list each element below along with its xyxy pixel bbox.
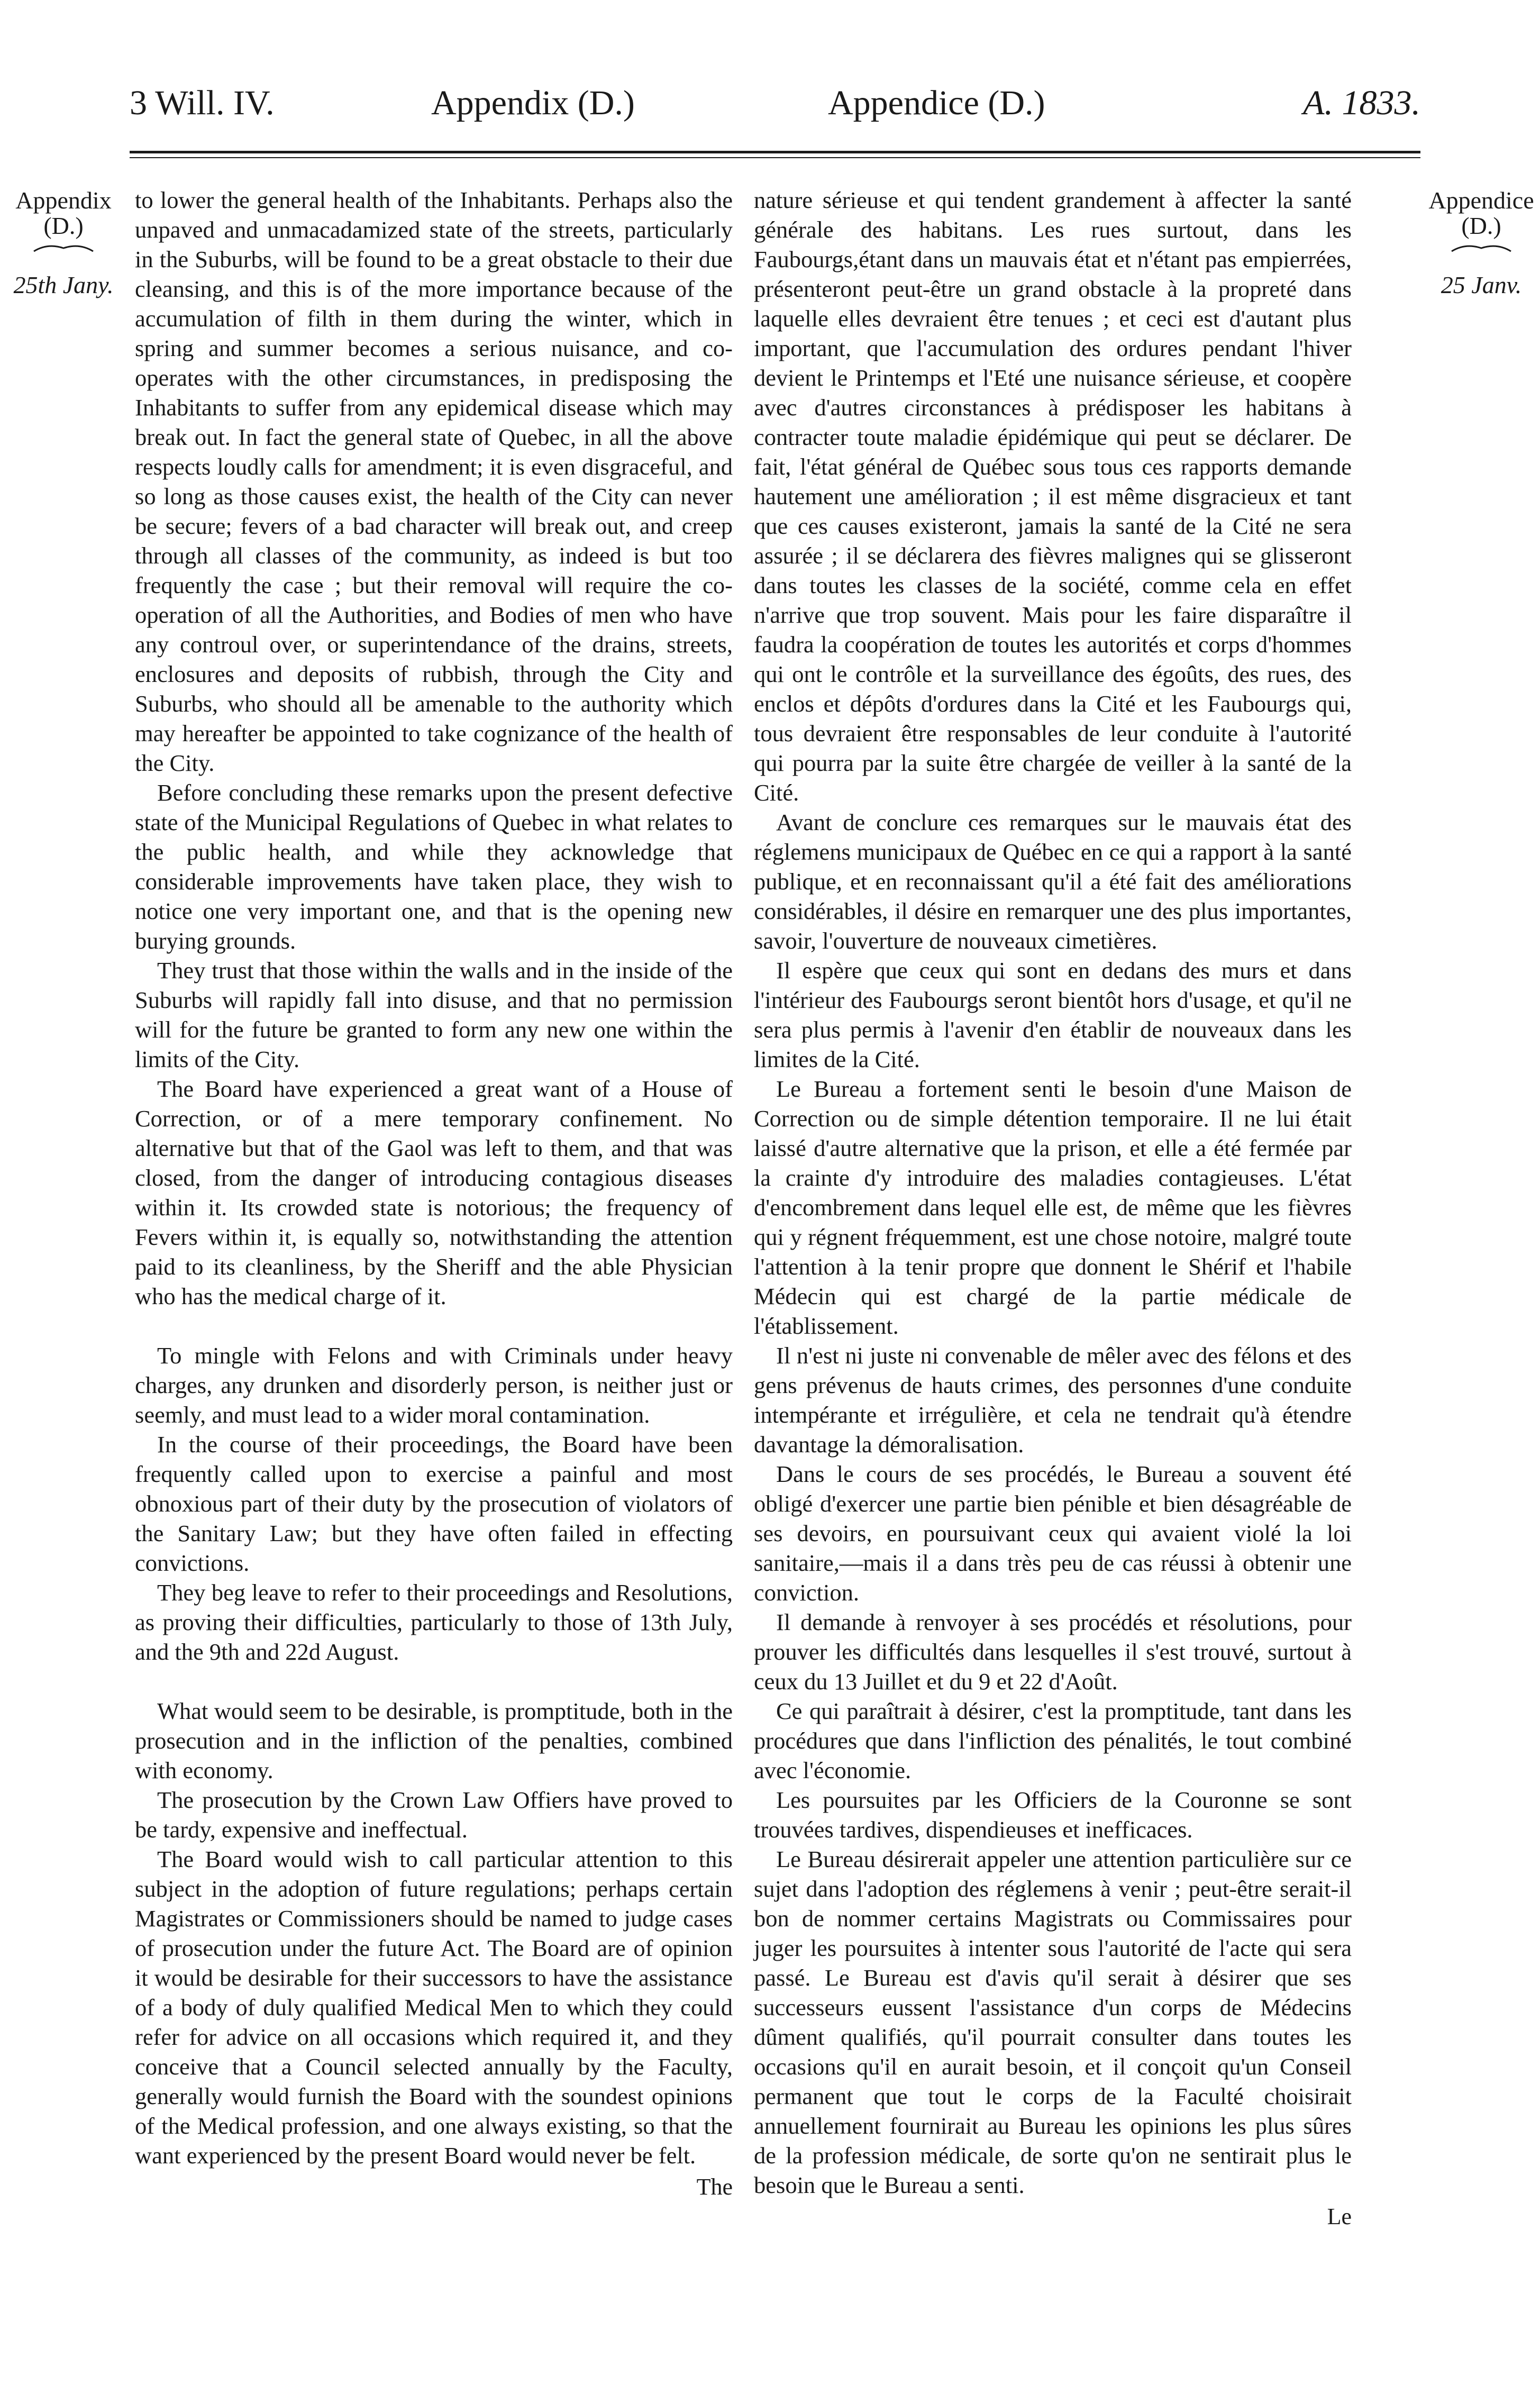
english-paragraph: What would seem to be desirable, is promptitude, both in the prosecution and in the infliction of the penalties, combined with economy.	[135, 1698, 733, 1783]
header-appendix-english: Appendix (D.)	[431, 84, 635, 122]
english-paragraph: to lower the general health of the Inhabitants. Perhaps also the unpaved and unmacadamized state of the streets, particularly in the Suburbs, will be found to be a great obstacle to their due cleansing, and this is of the more importance because of the accumulation of filth in them during the winter, which in spring and summer becomes a serious nuisance, and co-operates with the other circumstances, in predisposing the Inhabitants to suffer from any epidemical disease which may break out. In fact the general state of Quebec, in all the above respects loudly calls for amendment; it is even disgraceful, and so long as those causes exist, the health of the City can never be secure; fevers of a bad character will break out, and creep through all classes of the community, as indeed is but too frequently the case ; but their removal will require the co-operation of all the Authorities, and Bodies of men who have any controul over, or superintendance of the drains, streets, enclosures and deposits of rubbish, through the City and Suburbs, who should all be amenable to the authority which may hereafter be appointed to take cognizance of the health of the City.	[135, 187, 733, 776]
margin-note-right	[1428, 188, 1534, 298]
english-paragraph: The Board would wish to call particular attention to this subject in the adoption of future regulations; perhaps certain Magistrates or Commissioners should be named to judge cases of prosecution under the future Act. The Board are of opinion it would be desirable for their successors to have the assistance of a body of duly qualified Medical Men to which they could refer for advice on all occasions which required it, and they conceive that a Council selected annually by the Faculty, generally would furnish the Board with the soundest opinions of the Medical profession, and one always existing, so that the want experienced by the present Board would never be felt.	[135, 1846, 733, 2169]
french-paragraph: Le Bureau désirerait appeler une attention particulière sur ce sujet dans l'adoption des réglemens à venir ; peut-être serait-il bon de nommer certains Magistrats ou Commissaires pour juger les poursuites à intenter sous l'autorité de l'acte qui sera passé. Le Bureau est d'avis qu'il serait à désirer que ses successeurs eussent l'assistance d'un corps de Médecins dûment qualifiés, qu'il pourrait consulter dans toutes les occasions qu'il en aurait besoin, et il conçoit qu'un Conseil permanent que tout le corps de la Faculté choisirait annuellement fournirait au Bureau les opinions les plus sûres de la profession médicale, de sorte qu'on ne sentirait plus le besoin que le Bureau a senti.	[754, 1846, 1352, 2198]
french-paragraph: Il espère que ceux qui sont en dedans des murs et dans l'intérieur des Faubourgs seront bientôt hors d'usage, et qu'il ne sera plus permis à l'avenir d'en établir de nouveaux dans les limites de la Cité.	[754, 957, 1352, 1072]
catchword-french: Le	[1327, 2204, 1352, 2229]
english-paragraph: They trust that those within the walls and in the inside of the Suburbs will rapidly fall into disuse, and that no permission will for the future be granted to form any new one within the limits of the City.	[135, 957, 733, 1072]
french-paragraph: Le Bureau a fortement senti le besoin d'une Maison de Correction ou de simple détention temporaire. Il ne lui était laissé d'autre alternative que la prison, et elle a été fermée par la crainte d'y introduire des maladies contagieuses. L'état d'encombrement dans lequel elle est, de même que les fièvres qui y régnent fréquemment, est une chose notoire, malgré toute l'attention à la tenir propre que donnent le Shérif et l'habile Médecin qui est chargé de la partie médicale de l'établissement.	[754, 1076, 1352, 1339]
header-appendix-french: Appendice (D.)	[828, 84, 1045, 122]
french-paragraph: nature sérieuse et qui tendent grandement à affecter la santé générale des habitans. Les rues surtout, dans les Faubourgs,étant dans un mauvais état et n'étant pas empierrées, présenteront peut-être un grand obstacle à la propreté dans laquelle elles devraient être tenues ; et ceci est d'autant plus important, que l'accumulation des ordures pendant l'hiver devient le Printemps et l'Eté une nuisance sérieuse, et coopère avec d'autres circonstances à prédisposer les habitans à contracter toute maladie épidémique qui peut se déclarer. De fait, l'état général de Québec sous tous ces rapports demande hautement une amélioration ; il est même disgracieux et tant que ces causes existeront, jamais la santé de la Cité ne sera assurée ; il se déclarera des fièvres malignes qui se glisseront dans toutes les classes de la société, comme cela en effet n'arrive que trop souvent. Mais pour les faire disparaître il faudra la coopération de toutes les autorités et corps d'hommes qui ont le contrôle et la surveillance des égoûts, des rues, des enclos et dépôts d'ordures dans la Cité et les Faubourgs qui, tous devraient être responsables de leur conduite à l'autorité qui pourra par la suite être chargée de veiller à la santé de la Cité.	[754, 187, 1352, 806]
english-paragraph: They beg leave to refer to their proceedings and Resolutions, as proving their difficulties, particularly to those of 13th July, and the 9th and 22d August.	[135, 1579, 733, 1665]
french-paragraph: Les poursuites par les Officiers de la Couronne se sont trouvées tardives, dispendieuses et inefficaces.	[754, 1787, 1352, 1843]
french-column	[754, 185, 1352, 2232]
english-paragraph: The prosecution by the Crown Law Offiers have proved to be tardy, expensive and ineffectual.	[135, 1787, 733, 1843]
running-header	[130, 79, 1420, 138]
margin-date-right: 25 Janv.	[1441, 271, 1522, 298]
header-rule-thick	[130, 151, 1420, 153]
header-rule-thin	[130, 157, 1420, 158]
french-paragraph: Il demande à renvoyer à ses procédés et résolutions, pour prouver les difficultés dans lesquelles il s'est trouvé, surtout à ceux du 13 Juillet et du 9 et 22 d'Août.	[754, 1609, 1352, 1695]
english-column	[135, 185, 733, 2202]
english-paragraph: To mingle with Felons and with Criminals under heavy charges, any drunken and disorderly person, is neither just or seemly, and must lead to a wider moral contamination.	[135, 1342, 733, 1428]
margin-label-left: Appendix	[15, 187, 112, 214]
english-paragraph: Before concluding these remarks upon the present defective state of the Municipal Regulations of Quebec in what relates to the public health, and while they acknowledge that considerable improvements have taken place, they wish to notice one very important one, and that is the opening new burying grounds.	[135, 779, 733, 954]
english-paragraph: In the course of their proceedings, the Board have been frequently called upon to exercise a painful and most obnoxious part of their duty by the prosecution of violators of the Sanitary Law; but they have often failed in effecting convictions.	[135, 1431, 733, 1576]
french-paragraph: Avant de conclure ces remarques sur le mauvais état des réglemens municipaux de Québec en ce qui a rapport à la santé publique, et en reconnaissant qu'il a été fait des améliorations considérables, il désire en remarquer une des plus importantes, savoir, l'ouverture de nouveaux cimetières.	[754, 809, 1352, 954]
english-paragraph: The Board have experienced a great want of a House of Correction, or of a mere temporary confinement. No alternative but that of the Gaol was left to them, and that was closed, from the danger of introducing contagious diseases within it. Its crowded state is notorious; the frequency of Fevers within it, is equally so, notwithstanding the attention paid to its cleanliness, by the Sheriff and the able Physician who has the medical charge of it.	[135, 1076, 733, 1309]
french-paragraph: Il n'est ni juste ni convenable de mêler avec des félons et des gens prévenus de hauts crimes, des personnes d'une conduite intempérante et irrégulière, et cela ne tendrait qu'à étendre davantage la démoralisation.	[754, 1342, 1352, 1458]
catchword-english: The	[696, 2174, 733, 2200]
margin-date-left: 25th Jany.	[13, 271, 114, 298]
brace-ornament-icon	[1450, 241, 1513, 253]
margin-note-left	[11, 188, 116, 298]
header-regnal-year: 3 Will. IV.	[130, 84, 275, 122]
brace-ornament-icon	[32, 241, 95, 253]
french-paragraph: Dans le cours de ses procédés, le Bureau a souvent été obligé d'exercer une partie bien pénible et bien désagréable de ses devoirs, en poursuivant ceux qui avaient violé la loi sanitaire,—mais il a dans très peu de cas réussi à obtenir une conviction.	[754, 1461, 1352, 1606]
margin-label-right: Appendice	[1428, 187, 1534, 214]
margin-section-left: (D.)	[43, 212, 84, 239]
header-year: A. 1833.	[1303, 84, 1420, 122]
margin-section-right: (D.)	[1461, 212, 1501, 239]
french-paragraph: Ce qui paraîtrait à désirer, c'est la promptitude, tant dans les procédures que dans l'infliction des pénalités, le tout combiné avec l'économie.	[754, 1698, 1352, 1783]
